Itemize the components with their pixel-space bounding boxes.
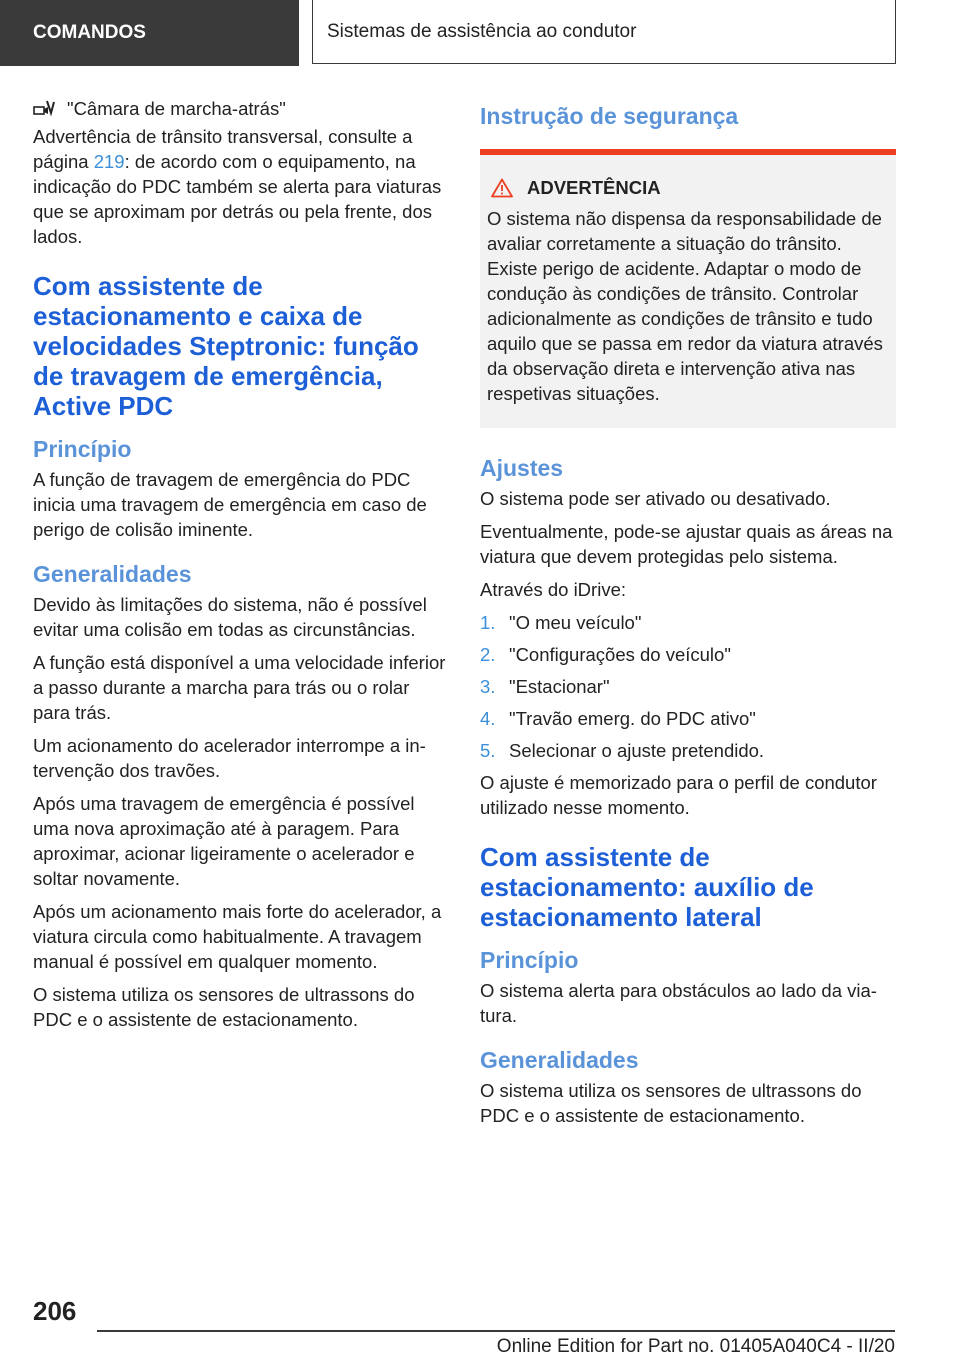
cross-traffic-text: Advertência de trânsito transversal, consulte a página bbox=[33, 126, 413, 172]
step-text: Selecionar o ajuste pretendido. bbox=[509, 740, 765, 761]
left-column bbox=[33, 96, 451, 1040]
warning-text: O sistema não dispensa da responsabilidade de avaliar corretamente a situação do trânsito. Existe perigo de acidente. Adaptar o modo de condução às condições de trânsito. Controlar adicionalmente as condições de trânsito e tudo aquilo que se passa em redor da viatura através da observação direta e intervenção ativa nas respetivas situações. bbox=[487, 208, 883, 404]
section-label: COMANDOS bbox=[33, 22, 146, 43]
generalidades-p1: Devido às limitações do sistema, não é possível evitar uma colisão em todas as circunstâncias. bbox=[33, 594, 427, 640]
list-item bbox=[480, 610, 896, 635]
step-number: 2. bbox=[480, 644, 496, 665]
section-heading-lateral-parking: Com assistente de estacionamento: auxílio de estacionamento lateral bbox=[480, 842, 814, 932]
step-number: 3. bbox=[480, 676, 496, 697]
step-number: 4. bbox=[480, 708, 496, 729]
camera-line bbox=[33, 96, 451, 121]
ajustes-p1: O sistema pode ser ativado ou desativado. bbox=[480, 488, 831, 509]
list-item bbox=[480, 738, 896, 763]
list-item bbox=[480, 706, 896, 731]
generalidades-p3: Um acionamento do acelerador interrompe a intervenção dos travões. bbox=[33, 735, 426, 781]
generalidades-p5: Após um acionamento mais forte do acelerador, a viatura circula como habitualmente. A travagem manual é possível em qualquer momento. bbox=[33, 901, 442, 972]
page-number: 206 bbox=[33, 1296, 77, 1326]
step-number: 5. bbox=[480, 740, 496, 761]
step-text: "Configurações do veículo" bbox=[509, 644, 731, 665]
chapter-tab bbox=[312, 0, 896, 64]
generalidades-p4: Após uma travagem de emergência é possível uma nova aproximação até à paragem. Para aproximar, acionar ligeiramente o acelerador e soltar novamente. bbox=[33, 793, 415, 889]
generalidades-text-right: O sistema utiliza os sensores de ultrassons do PDC e o assistente de estacionamento. bbox=[480, 1080, 862, 1126]
principio-heading-right: Princípio bbox=[480, 947, 579, 973]
principio-text: A função de travagem de emergência do PDC inicia uma travagem de emergência em caso de perigo de colisão iminente. bbox=[33, 469, 427, 540]
footer-edition: Online Edition for Part no. 01405A040C4 - II/20 bbox=[496, 1336, 895, 1357]
step-text: "Travão emerg. do PDC ativo" bbox=[509, 708, 756, 729]
section-tab bbox=[0, 0, 299, 66]
warning-box bbox=[480, 155, 896, 428]
cross-traffic-paragraph bbox=[33, 124, 451, 249]
principio-heading: Princípio bbox=[33, 436, 132, 462]
generalidades-heading-right: Generalidades bbox=[480, 1047, 639, 1073]
step-text: "O meu veículo" bbox=[509, 612, 642, 633]
principio-text-right: O sistema alerta para obstáculos ao lado da viatura. bbox=[480, 980, 877, 1026]
generalidades-heading: Generalidades bbox=[33, 561, 192, 587]
warning-title bbox=[487, 177, 888, 199]
ajustes-p3: Através do iDrive: bbox=[480, 579, 626, 600]
list-item bbox=[480, 642, 896, 667]
footer-divider bbox=[97, 1330, 895, 1332]
section-heading-emergency-braking: Com assistente de estacionamento e caixa de velocidades Steptronic: função de travagem de emergência, Active PDC bbox=[33, 271, 419, 421]
page-link-219[interactable]: 219 bbox=[93, 151, 125, 172]
cross-traffic-text-end: : de acordo com o equipamento, na indicação do PDC também se alerta para viaturas que se aproximam por detrás ou pela frente, dos lados. bbox=[33, 151, 442, 247]
safety-heading: Instrução de segurança bbox=[480, 103, 739, 129]
ajustes-p2: Eventualmente, pode-se ajustar quais as áreas na viatura que devem protegidas pelo sistema. bbox=[480, 521, 893, 567]
idrive-steps bbox=[480, 610, 896, 763]
camera-label: "Câmara de marcha-atrás" bbox=[67, 98, 286, 119]
step-number: 1. bbox=[480, 612, 496, 633]
step-text: "Estacionar" bbox=[509, 676, 610, 697]
ajustes-heading: Ajustes bbox=[480, 455, 564, 481]
warning-triangle-icon bbox=[491, 178, 513, 198]
list-item bbox=[480, 674, 896, 699]
ajustes-p4: O ajuste é memorizado para o perfil de condutor utilizado nesse momento. bbox=[480, 772, 877, 818]
generalidades-p6: O sistema utiliza os sensores de ultrassons do PDC e o assistente de estacionamento. bbox=[33, 984, 415, 1030]
right-column bbox=[480, 102, 896, 1136]
warning-label: ADVERTÊNCIA bbox=[527, 177, 661, 198]
chapter-label: Sistemas de assistência ao condutor bbox=[327, 20, 637, 42]
parking-camera-icon bbox=[33, 99, 55, 119]
generalidades-p2: A função está disponível a uma velocidade inferior a passo durante a marcha para trás ou o rolar para trás. bbox=[33, 652, 446, 723]
